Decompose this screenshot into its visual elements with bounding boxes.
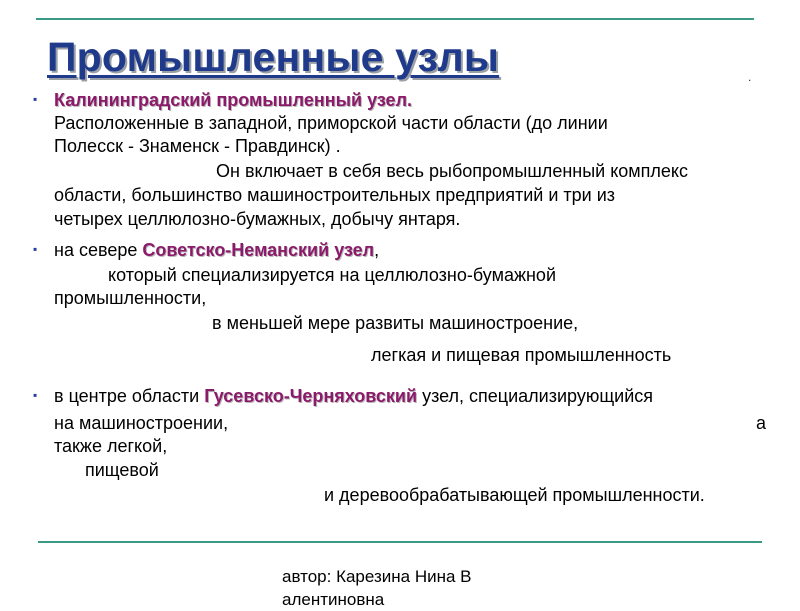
bullet-3-line-2a: на машиностроении, [54,413,229,433]
bullet-1-heading [54,89,412,111]
bullet-1-line-2: Полесск - Знаменск - Правдинск) . [54,136,341,156]
bullet-icon: ▪ [33,388,38,402]
bullet-1-line-1: Расположенные в западной, приморской части области (до линии [54,113,608,133]
bullet-2-line-1 [54,239,379,261]
bullet-3-suffix: узел, специализирующийся [417,386,654,406]
bullet-1-line-5: четырех целлюлозно-бумажных, добычу янтаря. [54,209,461,229]
bullet-2-line-2: который специализируется на целлюлозно-бумажной [108,265,556,285]
bullet-3-line-3: также легкой, [54,436,168,456]
author-line-2: алентиновна [282,590,385,609]
bullet-2-prefix: на севере [54,240,143,260]
top-divider [36,18,754,20]
slide-title: Промышленные узлы [47,34,500,80]
bullet-2-suffix: , [374,240,380,260]
corner-mark: . [748,70,752,84]
author-line-1: автор: Карезина Нина В [282,567,472,586]
bullet-3-line-2b: а [756,413,767,433]
author-credit [282,565,472,611]
bullet-2-line-4: в меньшей мере развиты машиностроение, [212,313,579,333]
bottom-divider [38,541,762,543]
bullet-3-prefix: в центре области [54,386,205,406]
bullet-2-line-5: легкая и пищевая промышленность [371,345,672,365]
bullet-3-line-1 [54,385,653,407]
bullet-1-line-3: Он включает в себя весь рыбопромышленный комплекс [216,161,688,181]
bullet-icon: ▪ [33,242,38,256]
bullet-icon: ▪ [33,92,38,106]
bullet-3-line-4: пищевой [85,460,159,480]
bullet-3-line-5: и деревообрабатывающей промышленности. [324,485,705,505]
highlight-sovetsk-neman-node: Советско-Неманский узел [142,240,375,260]
highlight-gusev-chernyakhovsk-node: Гусевско-Черняховский [204,386,418,406]
bullet-1-line-4: области, большинство машиностроительных предприятий и три из [54,185,616,205]
bullet-2-line-3: промышленности, [54,288,207,308]
highlight-kaliningrad-node: Калининградский промышленный узел. [54,90,413,110]
